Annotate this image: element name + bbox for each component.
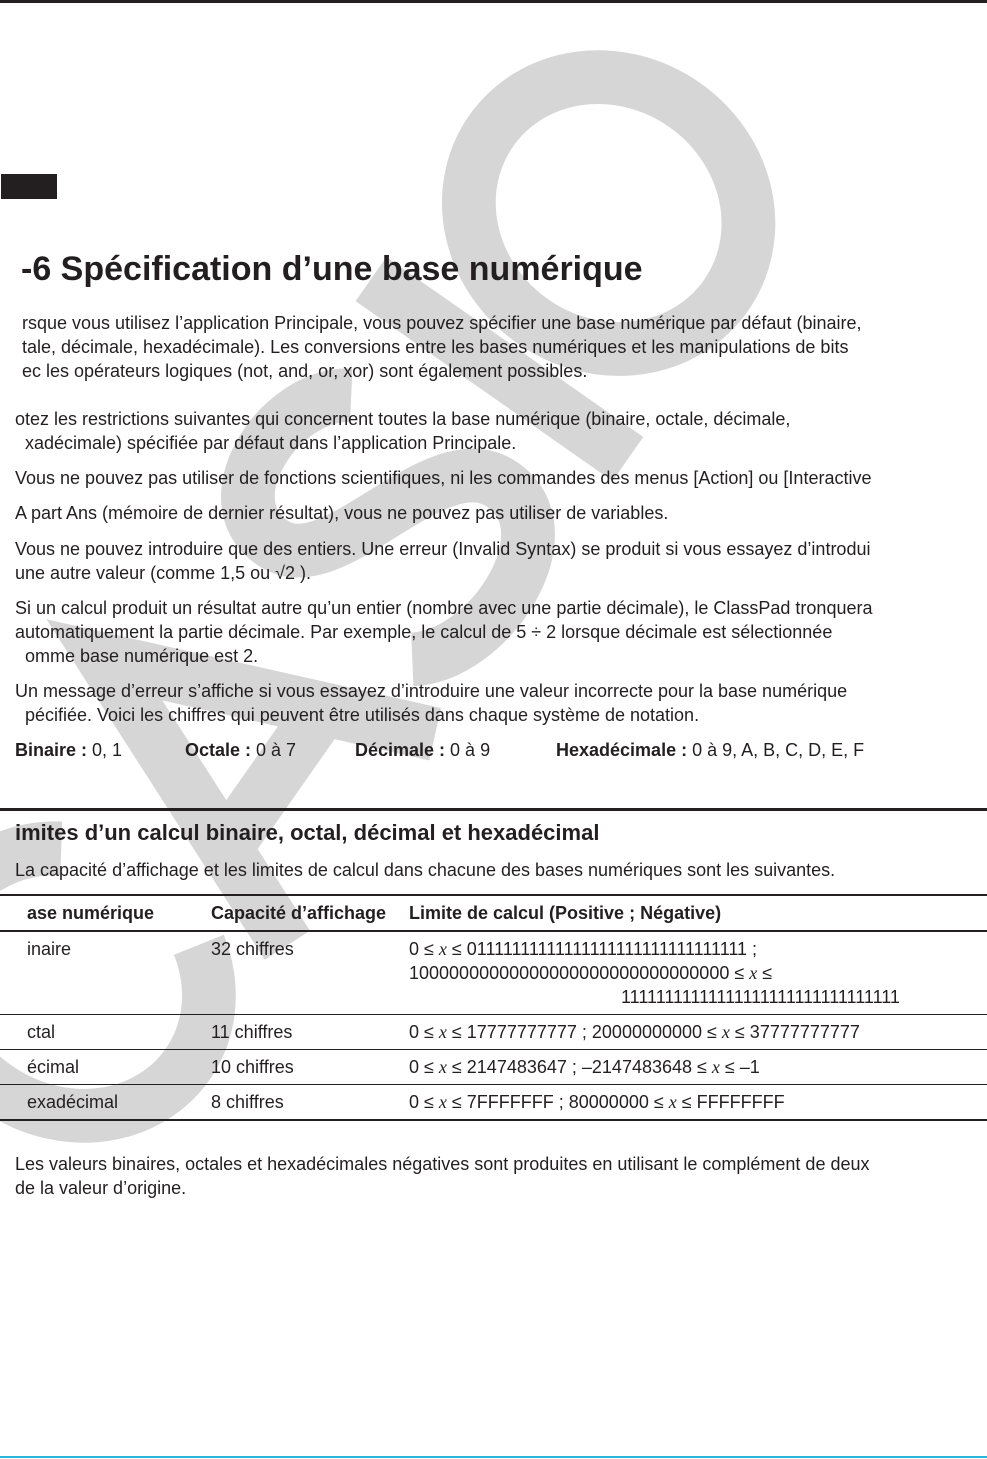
footer-note-line: de la valeur d’origine.	[15, 1178, 187, 1198]
bullet-text: Si un calcul produit un résultat autre qu’un entier (nombre avec une partie décimale), le ClassPad tronquera	[15, 598, 873, 618]
digits-hex: Hexadécimale : 0 à 9, A, B, C, D, E, F	[556, 740, 865, 760]
bullet-text: pécifiée. Voici les chiffres qui peuvent être utilisés dans chaque système de notation.	[15, 705, 700, 725]
top-rule	[0, 0, 987, 3]
note-line: xadécimale) spécifiée par défaut dans l’application Principale.	[15, 433, 517, 453]
cell-base: ctal	[27, 1022, 56, 1042]
digits-binary: Binaire : 0, 1	[15, 740, 123, 760]
bullet-text: Vous ne pouvez introduire que des entiers. Une erreur (Invalid Syntax) se produit si vous essayez d’introdui	[15, 539, 871, 559]
cell-base: inaire	[27, 939, 72, 959]
cell-limit: 0 ≤ x ≤ 2147483647 ; –2147483648 ≤ x ≤ –1	[409, 1057, 760, 1077]
digits-decimal: Décimale : 0 à 9	[355, 740, 491, 760]
cell-base: écimal	[27, 1057, 80, 1077]
table-header-row	[0, 895, 987, 931]
chapter-tab	[1, 174, 57, 199]
bullet-text: A part Ans (mémoire de dernier résultat), vous ne pouvez pas utiliser de variables.	[15, 503, 669, 523]
bullet-text: automatiquement la partie décimale. Par exemple, le calcul de 5 ÷ 2 lorsque décimale est sélectionnée	[15, 622, 833, 642]
bottom-rule	[0, 1456, 987, 1458]
bullet-text: omme base numérique est 2.	[15, 646, 259, 666]
cell-capacity: 11 chiffres	[211, 1022, 293, 1042]
intro-line: ec les opérateurs logiques (not, and, or, xor) sont également possibles.	[22, 361, 588, 381]
section-desc: La capacité d’affichage et les limites de calcul dans chacune des bases numériques sont les suivantes.	[15, 860, 836, 880]
col-header-base: ase numérique	[27, 903, 155, 923]
note-line: otez les restrictions suivantes qui concernent toutes la base numérique (binaire, octale, décimale,	[15, 409, 791, 429]
bullet-text: Vous ne pouvez pas utiliser de fonctions scientifiques, ni les commandes des menus [Action] ou [Interactive	[15, 468, 872, 488]
intro-line: tale, décimale, hexadécimale). Les conversions entre les bases numériques et les manipulations de bits	[22, 337, 849, 357]
table-row	[0, 1015, 987, 1050]
bullet-text: une autre valeur (comme 1,5 ou √2 ).	[15, 563, 312, 583]
cell-limit: 0 ≤ x ≤ 01111111111111111111111111111111 ; 10000000000000000000000000000000 ≤ x ≤ 11111111111111111111111111111111	[409, 939, 900, 1007]
bullet-text: Un message d’erreur s’affiche si vous essayez d’introduire une valeur incorrecte pour la base numérique	[15, 681, 848, 701]
table-row	[0, 1050, 987, 1085]
cell-base: exadécimal	[27, 1092, 119, 1112]
table-row	[0, 1085, 987, 1121]
limits-table	[0, 894, 987, 1121]
section-rule	[0, 808, 987, 811]
footer-note-line: Les valeurs binaires, octales et hexadécimales négatives sont produites en utilisant le complément de deux	[15, 1154, 870, 1174]
cell-capacity: 8 chiffres	[211, 1092, 284, 1112]
col-header-limit: Limite de calcul (Positive ; Négative)	[409, 903, 722, 923]
table-row	[0, 931, 987, 1015]
cell-limit: 0 ≤ x ≤ 17777777777 ; 20000000000 ≤ x ≤ 37777777777	[409, 1022, 860, 1042]
col-header-capacity: Capacité d’affichage	[211, 903, 387, 923]
digits-octal: Octale : 0 à 7	[185, 740, 297, 760]
cell-limit: 0 ≤ x ≤ 7FFFFFFF ; 80000000 ≤ x ≤ FFFFFFFF	[409, 1092, 785, 1112]
cell-capacity: 32 chiffres	[211, 939, 294, 959]
intro-line: rsque vous utilisez l’application Principale, vous pouvez spécifier une base numérique par défaut (binaire,	[22, 313, 862, 333]
cell-capacity: 10 chiffres	[211, 1057, 294, 1077]
page-title: -6 Spécification d’une base numérique	[21, 250, 643, 288]
section-title: imites d’un calcul binaire, octal, décimal et hexadécimal	[15, 820, 600, 845]
